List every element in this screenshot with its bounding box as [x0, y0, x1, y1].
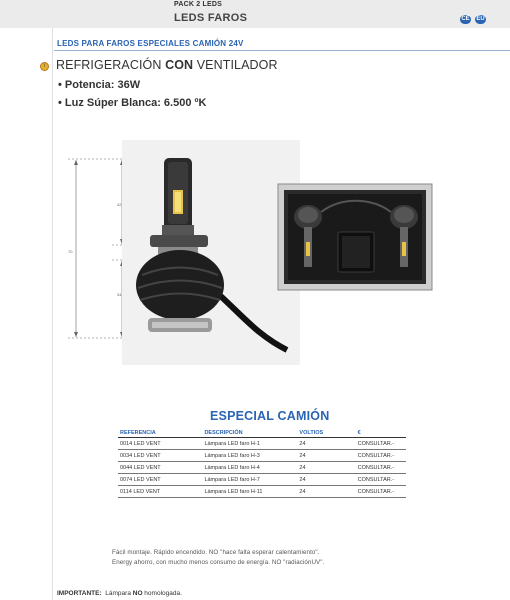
bullet-light: • Luz Súper Blanca: 6.500 ºK: [58, 97, 207, 109]
reference-icon: i: [40, 62, 49, 71]
product-table: [118, 428, 406, 498]
dimension-bottom: 34: [117, 292, 122, 297]
table-row: [118, 462, 406, 474]
dimension-drawing: [60, 150, 130, 345]
cell-price: CONSULTAR.-: [356, 486, 406, 498]
cell-ref: 0044 LED VENT: [118, 462, 202, 474]
cell-price: CONSULTAR.-: [356, 450, 406, 462]
dimension-total: 70: [68, 249, 73, 254]
note-line-1: Fácil montaje. Rápido encendido. NO "hace falta esperar calentamiento".: [112, 549, 320, 556]
important-text-bold: NO: [132, 590, 143, 597]
table-row: [118, 486, 406, 498]
table-title: ESPECIAL CAMIÓN: [210, 409, 330, 423]
led-bulb-photo: [122, 140, 300, 365]
col-descripcion: DESCRIPCIÓN: [202, 428, 297, 438]
note-line-2: Energy ahorro, con mucho menos consumo de energía. NO "radiaciónUV".: [112, 559, 325, 566]
bullet-power: • Potencia: 36W: [58, 79, 141, 91]
cell-volt: 24: [297, 462, 355, 474]
table-row: [118, 474, 406, 486]
dimension-top: 42: [117, 202, 122, 207]
table-header-row: [118, 428, 406, 438]
subtitle-rule: [54, 50, 510, 51]
cell-desc: Lámpara LED faro H-4: [202, 462, 297, 474]
product-subtitle: LEDS PARA FAROS ESPECIALES CAMIÓN 24V: [57, 39, 244, 48]
cell-desc: Lámpara LED faro H-3: [202, 450, 297, 462]
important-text-pre: Lámpara: [105, 590, 133, 597]
header-bar: [0, 0, 510, 28]
important-note: [57, 590, 182, 597]
table-row: [118, 450, 406, 462]
important-text-post: homologada.: [142, 590, 182, 597]
product-heading: [56, 58, 278, 72]
heading-bold: CON: [165, 58, 194, 72]
heading-plain: REFRIGERACIÓN: [56, 58, 166, 72]
cell-volt: 24: [297, 486, 355, 498]
led-kit-box-photo: [276, 182, 434, 292]
col-referencia: REFERENCIA: [118, 428, 202, 438]
ce-badge-icon: CE: [461, 16, 470, 22]
cell-volt: 24: [297, 474, 355, 486]
margin-line: [52, 28, 53, 600]
cell-price: CONSULTAR.-: [356, 474, 406, 486]
heading-tail: VENTILADOR: [193, 58, 278, 72]
cell-desc: Lámpara LED faro H-1: [202, 438, 297, 450]
table-row: [118, 438, 406, 450]
cell-volt: 24: [297, 450, 355, 462]
col-precio: €: [356, 428, 406, 438]
cell-ref: 0014 LED VENT: [118, 438, 202, 450]
eu-badge-icon: EU: [476, 16, 485, 22]
cell-desc: Lámpara LED faro H-7: [202, 474, 297, 486]
cell-price: CONSULTAR.-: [356, 438, 406, 450]
cell-desc: Lámpara LED faro H-11: [202, 486, 297, 498]
pack-label: PACK 2 LEDS: [174, 1, 222, 8]
cell-volt: 24: [297, 438, 355, 450]
cell-price: CONSULTAR.-: [356, 462, 406, 474]
cell-ref: 0074 LED VENT: [118, 474, 202, 486]
cell-ref: 0034 LED VENT: [118, 450, 202, 462]
important-label: IMPORTANTE:: [57, 590, 102, 597]
cell-ref: 0114 LED VENT: [118, 486, 202, 498]
col-voltios: VOLTIOS: [297, 428, 355, 438]
section-title: LEDS FAROS: [174, 12, 248, 24]
